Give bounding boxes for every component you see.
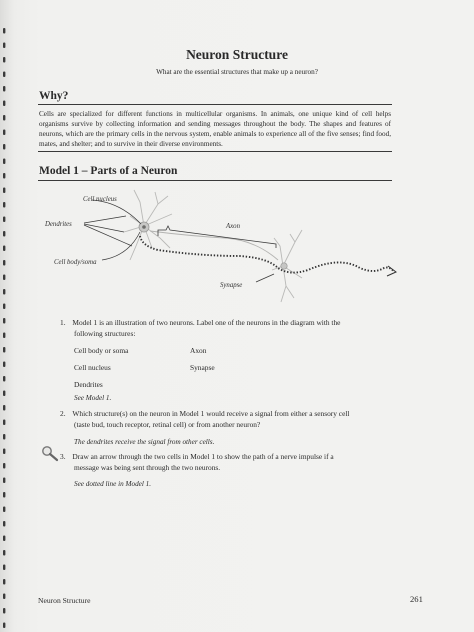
binding-hole — [3, 101, 5, 107]
structure-cell-body: Cell body or soma — [74, 346, 129, 355]
model1-rule — [38, 180, 392, 181]
label-cell-body: Cell body/soma — [54, 259, 97, 266]
binding-hole — [3, 405, 5, 411]
binding-hole — [3, 608, 5, 614]
binding-hole — [3, 318, 5, 324]
impulse-dotted-path — [140, 236, 394, 273]
binding-hole — [3, 579, 5, 585]
binding-hole — [3, 492, 5, 498]
binding-hole — [3, 565, 5, 571]
binding-hole — [3, 536, 5, 542]
question-3-text-line2: message was being sent through the two neurons. — [74, 463, 221, 472]
binding-hole — [3, 347, 5, 353]
model1-heading: Model 1 – Parts of a Neuron — [39, 165, 178, 177]
binding-hole — [3, 260, 5, 266]
binding-hole — [3, 202, 5, 208]
page-subtitle: What are the essential structures that make up a neuron? — [156, 68, 318, 76]
question-3-number: 3. — [60, 452, 66, 461]
binding-hole — [3, 275, 5, 281]
binding-hole — [3, 289, 5, 295]
why-paragraph: Cells are specialized for different functions in multicellular organisms. In animals, one unique kind of cell helps organisms survive by collecting information and sending messages throughout the body. The shapes and features of neurons, which are the primary cells in the nervous system, enable animals to experience all of the five senses; find food, mates, and shelter; and to survive in their diverse environments. — [39, 110, 391, 148]
neuron-diagram — [40, 186, 400, 310]
spiral-binding — [0, 0, 16, 632]
binding-hole — [3, 86, 5, 92]
page-title: Neuron Structure — [186, 47, 288, 62]
structure-synapse: Synapse — [190, 363, 215, 372]
binding-hole — [3, 115, 5, 121]
binding-hole — [3, 478, 5, 484]
axon-bracket — [158, 226, 276, 248]
label-axon: Axon — [226, 223, 240, 230]
leader-dendrites-1 — [84, 216, 126, 223]
answer-2: The dendrites receive the signal from other cells. — [74, 438, 215, 446]
question-1-text-line2: following structures: — [74, 329, 136, 338]
binding-hole — [3, 391, 5, 397]
binding-hole — [3, 507, 5, 513]
binding-hole — [3, 217, 5, 223]
question-2-number: 2. — [60, 409, 66, 418]
binding-hole — [3, 188, 5, 194]
binding-hole — [3, 594, 5, 600]
why-rule — [38, 104, 392, 105]
structure-dendrites: Dendrites — [74, 380, 103, 389]
answer-1: See Model 1. — [74, 394, 112, 402]
binding-hole — [3, 304, 5, 310]
answer-3: See dotted line in Model 1. — [74, 480, 152, 488]
why-heading: Why? — [39, 90, 69, 102]
question-2-text-line1: Which structure(s) on the neuron in Model 1 would receive a signal from either a sensory cell — [72, 409, 350, 418]
question-1-number: 1. — [60, 318, 66, 327]
leader-cell-body — [102, 232, 140, 260]
impulse-arrowhead — [387, 266, 396, 276]
question-1 — [60, 318, 400, 328]
binding-hole — [3, 434, 5, 440]
cell-nucleus-1 — [142, 225, 146, 229]
footer-title: Neuron Structure — [38, 596, 91, 605]
binding-hole — [3, 550, 5, 556]
binding-hole — [3, 28, 5, 34]
why-bottom-rule — [38, 151, 392, 152]
structure-cell-nucleus: Cell nucleus — [74, 363, 111, 372]
binding-hole — [3, 362, 5, 368]
question-3-text-line1: Draw an arrow through the two cells in Model 1 to show the path of a nerve impulse if a — [72, 452, 334, 461]
page-number: 261 — [410, 594, 423, 604]
binding-hole — [3, 521, 5, 527]
binding-hole — [3, 130, 5, 136]
leader-synapse — [256, 274, 274, 282]
label-dendrites: Dendrites — [45, 221, 72, 228]
binding-hole — [3, 246, 5, 252]
binding-hole — [3, 449, 5, 455]
question-2-text-line2: (taste bud, touch receptor, retinal cell) or from another neuron? — [74, 420, 261, 429]
cell-body-2 — [281, 263, 287, 269]
question-3 — [60, 452, 400, 462]
binding-hole — [3, 173, 5, 179]
label-cell-nucleus: Cell nucleus — [83, 196, 117, 203]
label-synapse: Synapse — [220, 282, 243, 289]
binding-hole — [3, 159, 5, 165]
binding-hole — [3, 231, 5, 237]
question-2 — [60, 409, 400, 419]
binding-hole — [3, 420, 5, 426]
question-1-text-line1: Model 1 is an illustration of two neurons. Label one of the neurons in the diagram with the — [72, 318, 341, 327]
structure-axon: Axon — [190, 346, 207, 355]
binding-hole — [3, 376, 5, 382]
binding-hole — [3, 144, 5, 150]
binding-hole — [3, 333, 5, 339]
magnifier-icon — [40, 445, 60, 463]
leader-dendrites-3 — [84, 225, 132, 246]
binding-hole — [3, 623, 5, 629]
binding-hole — [3, 463, 5, 469]
